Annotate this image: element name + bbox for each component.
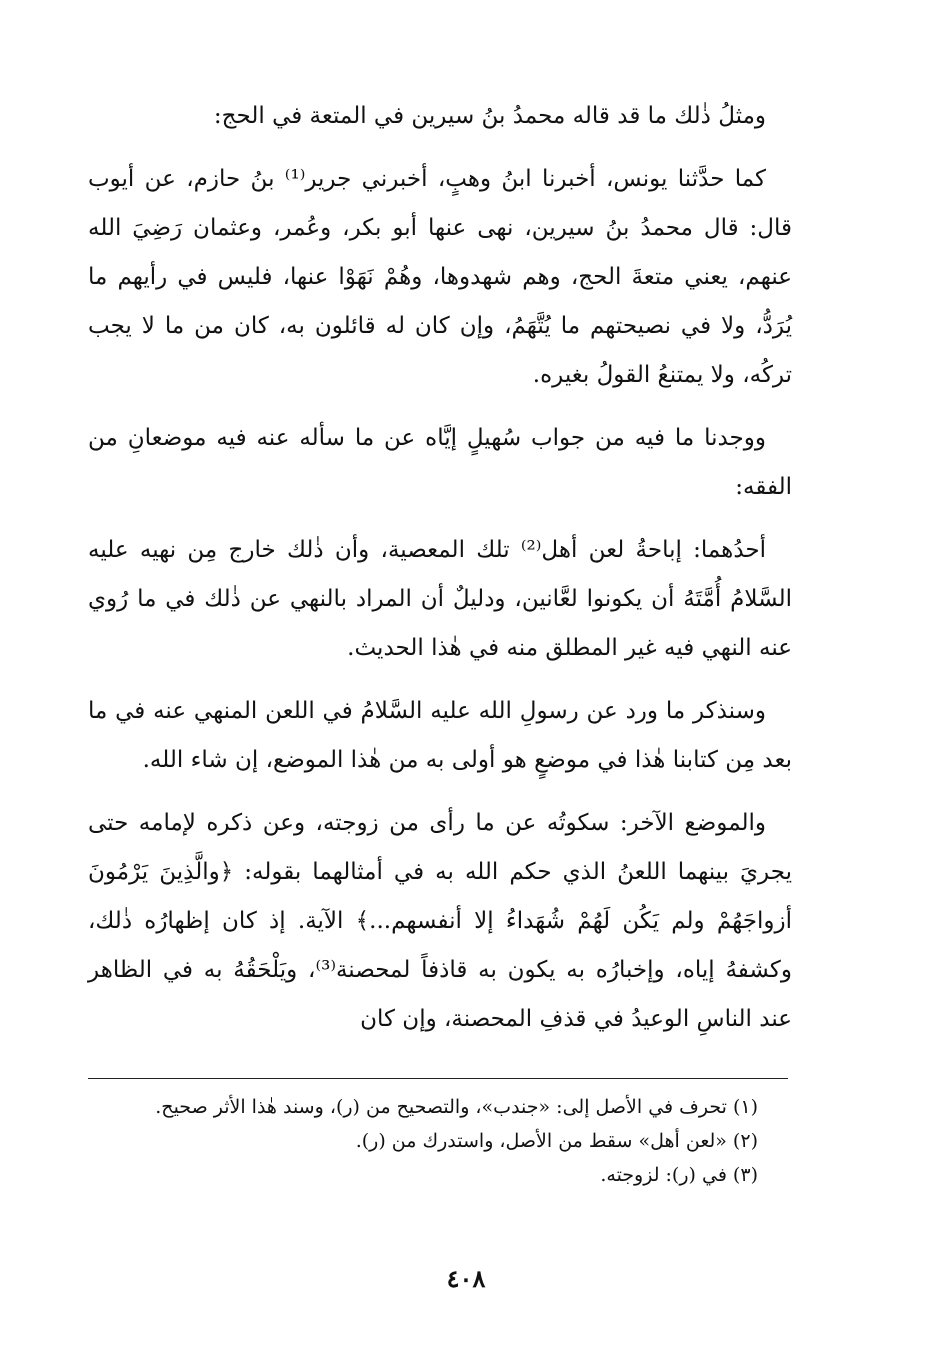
- footnotes: [88, 1090, 788, 1192]
- paragraph-hadith: كما حدَّثنا يونس، أخبرنا ابنُ وهبٍ، أخبرني جرير⁽¹⁾ بنُ حازم، عن أيوب قال: قال محمدُ بنُ سيرين، نهى عنها أبو بكر، وعُمر، وعثمان رَضِيَ الله عنهم، يعني متعةَ الحج، وهم شهدوها، وهُمْ نَهَوْا عنها، فليس في رأيهم ما يُرَدُّ، ولا في نصيحتهم ما يُتَّهَمُ، وإن كان له قائلون به، كان من ما لا يجب تركُه، ولا يمتنعُ القولُ بغيره.: [88, 166, 792, 388]
- page-number: ٤٠٨: [446, 1264, 486, 1293]
- footnote-1: (١) تحرف في الأصل إلى: «جندب»، والتصحيح من (ر)، وسند هٰذا الأثر صحيح.: [155, 1096, 758, 1118]
- footnote-2: (٢) «لعن أهل» سقط من الأصل، واستدرك من (ر).: [355, 1130, 758, 1152]
- paragraph-first-point: أحدُهما: إباحةُ لعن أهل⁽²⁾ تلك المعصية، وأن ذٰلك خارج مِن نهيه عليه السَّلامُ أُمَّتَهُ أن يكونوا لعَّانين، ودليلٌ أن المراد بالنهي عن ذٰلك في ما رُوي عنه النهي فيه غير المطلق منه في هٰذا الحديث.: [88, 537, 792, 661]
- paragraph-intro: ومثلُ ذٰلك ما قد قاله محمدُ بنُ سيرين في المتعة في الحج:: [213, 103, 766, 129]
- footnote-3: (٣) في (ر): لزوجته.: [600, 1164, 758, 1186]
- main-text: [88, 92, 792, 1056]
- paragraph-two-points: ووجدنا ما فيه من جواب سُهيلٍ إيَّاه عن ما سأله عنه فيه موضعانِ من الفقه:: [88, 425, 792, 500]
- footnote-divider: [88, 1078, 788, 1079]
- paragraph-reference: وسنذكر ما ورد عن رسولِ الله عليه السَّلامُ في اللعن المنهي عنه في ما بعد مِن كتابنا هٰذا في موضعٍ هو أولى به من هٰذا الموضع، إن شاء الله.: [88, 698, 792, 773]
- paragraph-second-point: والموضع الآخر: سكوتُه عن ما رأى من زوجته، وعن ذكره لإمامه حتى يجريَ بينهما اللعنُ الذي حكم الله به في أمثالهما بقوله: ﴿والَّذِينَ يَرْمُونَ أزواجَهُمْ ولم يَكُن لَهُمْ شُهَداءُ إلا أنفسهم...﴾ الآية. إذ كان إظهارُه ذٰلك، وكشفهُ إياه، وإخبارُه به يكون به قاذفاً لمحصنة⁽³⁾، ويَلْحَقُهُ به في الظاهر عند الناسِ الوعيدُ في قذفِ المحصنة، وإن كان: [88, 810, 792, 1032]
